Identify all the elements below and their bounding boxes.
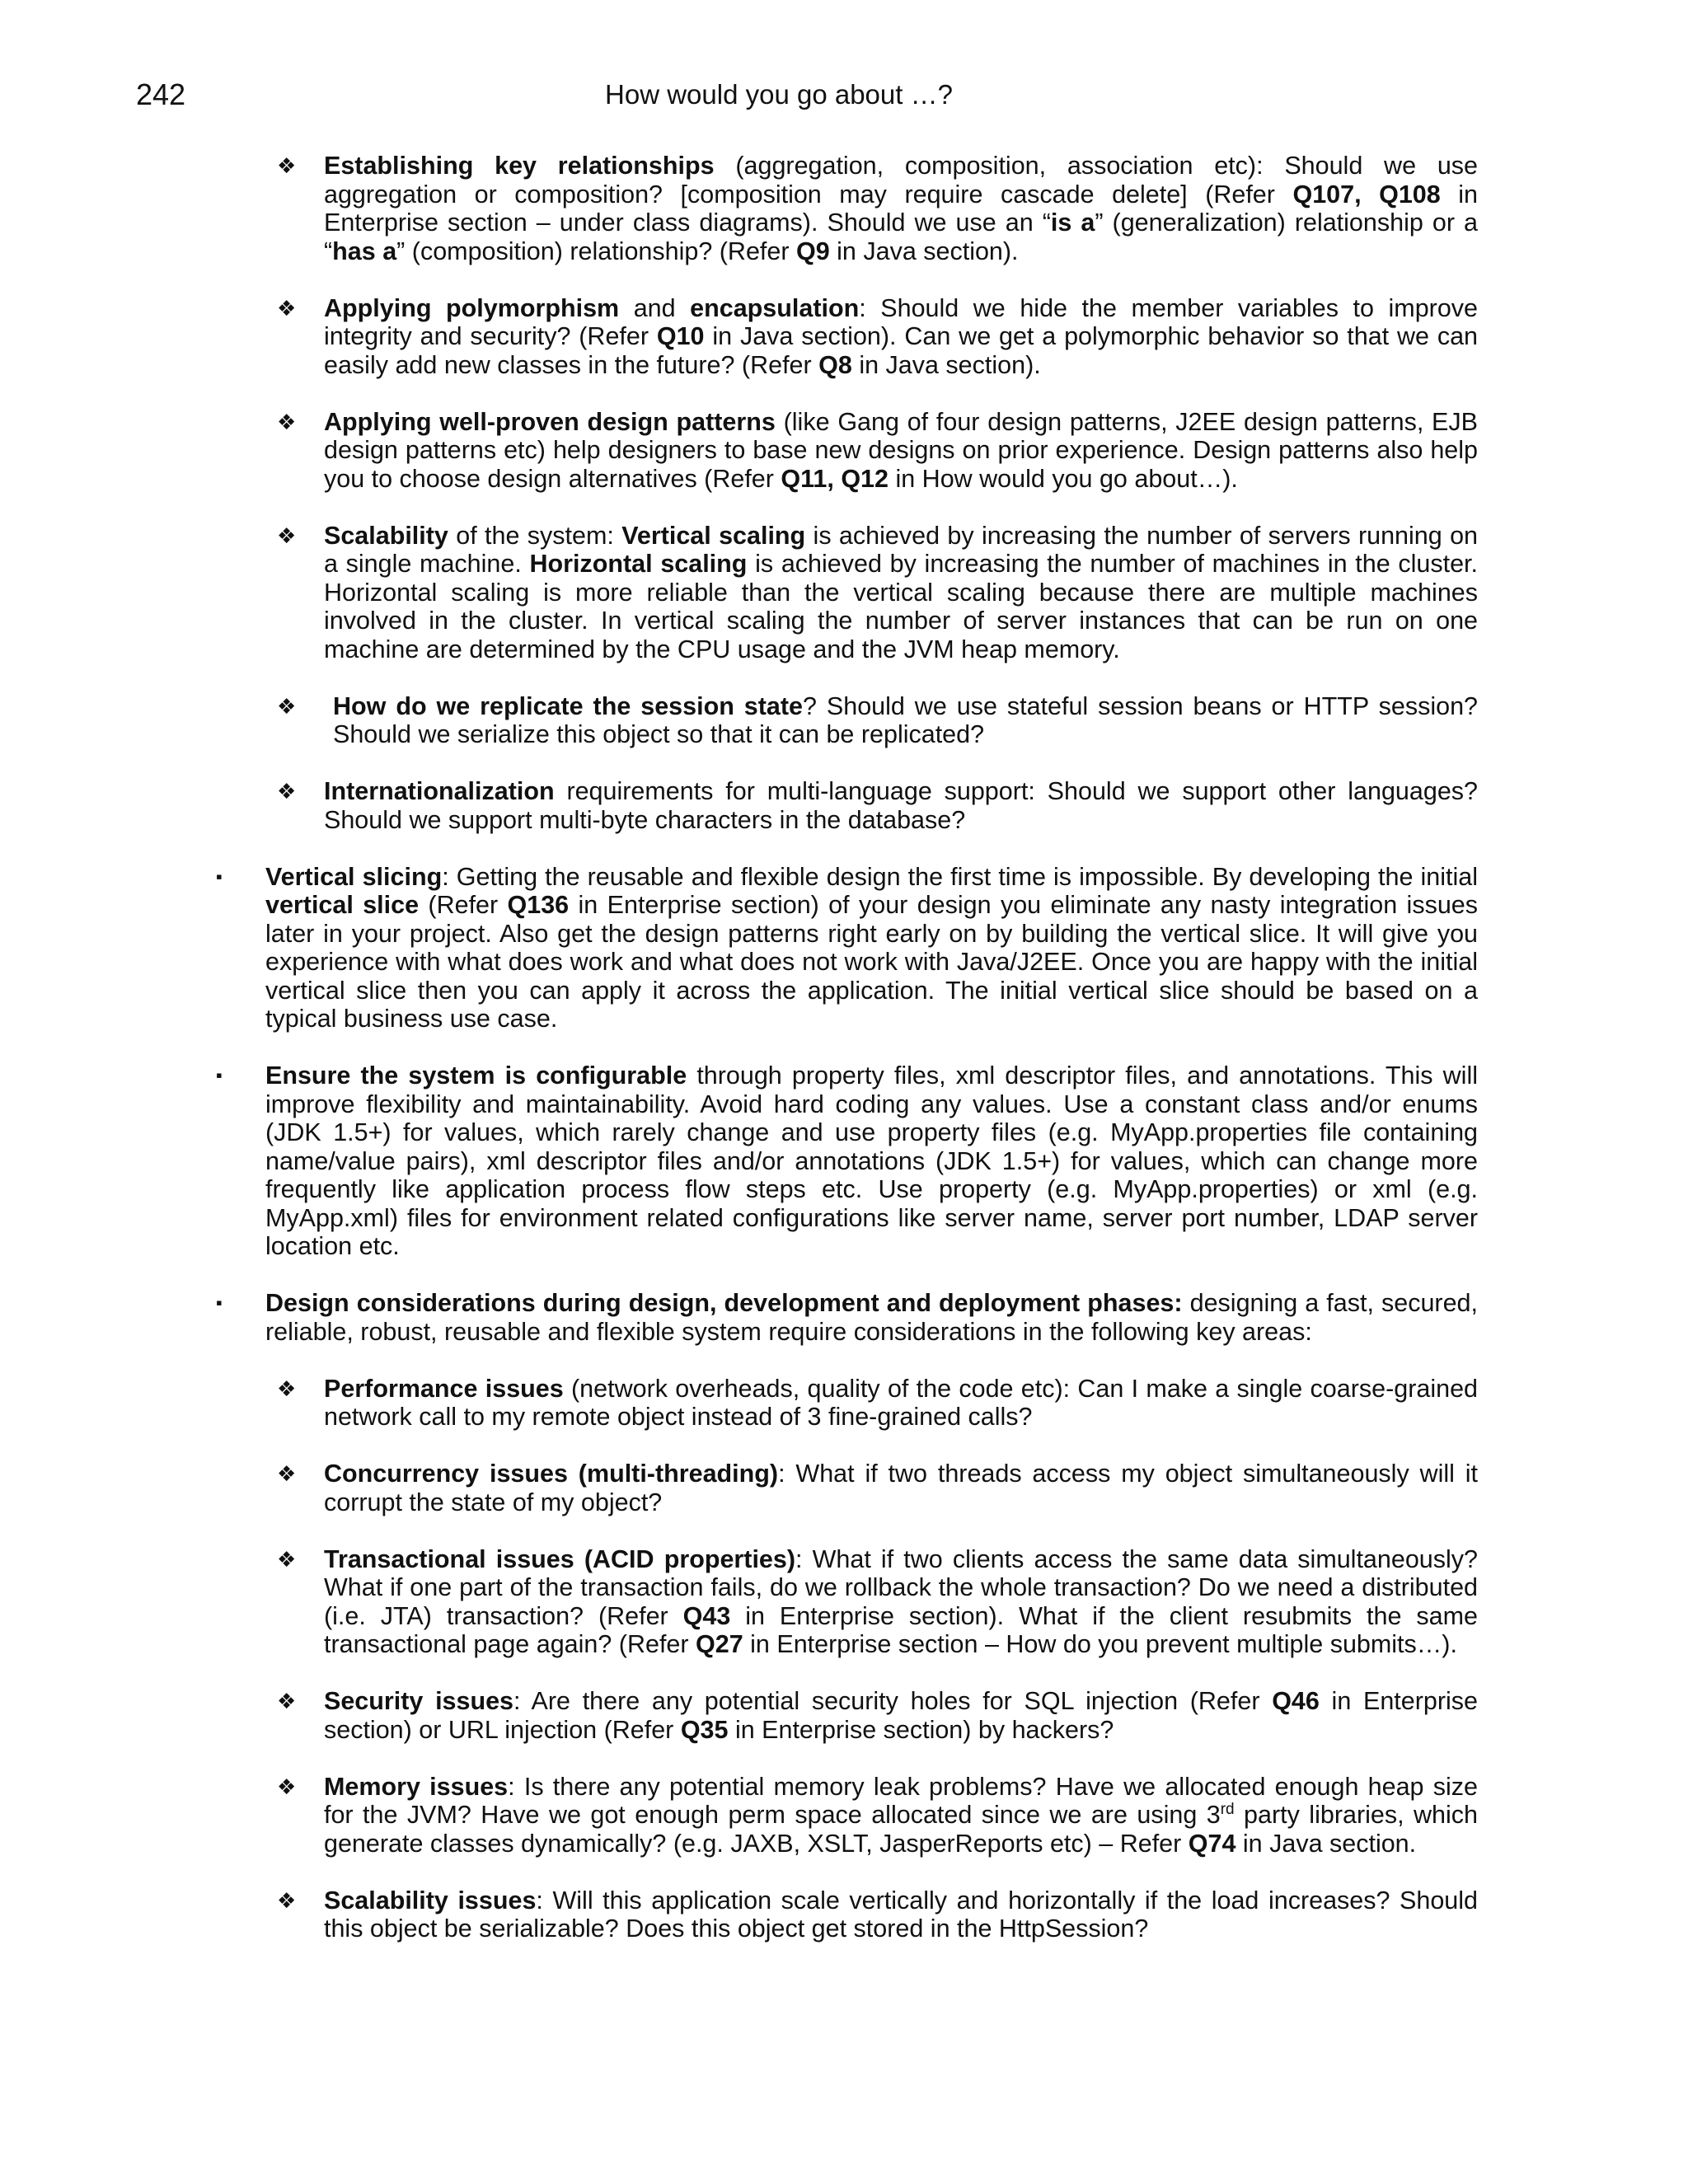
- paragraph-text: : Is there any potential memory leak problems? Have we allocated enough heap size for the JVM? Have we got enough perm space allocated since we are using 3: [324, 1772, 1478, 1829]
- bold-text: Q46: [1272, 1687, 1320, 1715]
- paragraph-text: of the system:: [448, 521, 622, 550]
- sub-bullet-paragraph: [277, 407, 1478, 494]
- bold-text: Memory issues: [324, 1772, 509, 1801]
- paragraph-text: designing a fast, secured, reliable, robust, reusable and flexible system require considerations in the following key areas:: [265, 1289, 1478, 1346]
- paragraph-text: (Refer: [419, 891, 508, 919]
- paragraph-text: : Should we hide the member variables to improve integrity and security? (Refer: [324, 293, 1478, 350]
- square-bullet-icon: ▪: [216, 865, 223, 887]
- bold-text: is a: [1050, 209, 1095, 237]
- bold-text: Scalability: [324, 521, 448, 550]
- paragraph-text: and: [619, 293, 691, 322]
- bold-text: vertical slice: [265, 891, 420, 919]
- paragraph-text: in Java section).: [829, 237, 1019, 265]
- diamond-bullet-icon: ❖: [277, 1376, 297, 1401]
- diamond-bullet-icon: ❖: [277, 693, 297, 719]
- bold-text: Transactional issues (ACID properties): [324, 1544, 795, 1573]
- bold-text: Q10: [656, 322, 705, 350]
- sub-bullet-paragraph: [277, 691, 1478, 749]
- sub-bullet-paragraph: [277, 1460, 1478, 1516]
- paragraph-text: : Will this application scale vertically and horizontally if the load increases? Should this object be serializable? Does this object get stored in the HttpSession?: [324, 1886, 1479, 1943]
- paragraph-text: in Enterprise section). What if the client resubmits the same transactional page again? (Refer: [324, 1601, 1478, 1658]
- paragraph-text: requirements for multi-language support: Should we support other languages? Should we support multi-byte characters in the database?: [324, 777, 1478, 834]
- sub-bullet-paragraph: [277, 1687, 1478, 1744]
- bold-text: Security issues: [324, 1687, 514, 1715]
- paragraph-text: : What if two threads access my object simultaneously will it corrupt the state of my object?: [324, 1460, 1478, 1516]
- bold-text: Establishing key relationships: [324, 152, 715, 180]
- bold-text: encapsulation: [690, 293, 860, 322]
- diamond-bullet-icon: ❖: [277, 523, 297, 548]
- paragraph-text: ? Should we use stateful session beans or HTTP session? Should we serialize this object so that it can be replicated?: [333, 691, 1478, 748]
- bold-text: Scalability issues: [324, 1886, 537, 1915]
- diamond-bullet-icon: ❖: [277, 153, 297, 178]
- paragraph-text: in Java section). Can we get a polymorphic behavior so that we can easily add new classes in the future? (Refer: [324, 322, 1478, 379]
- bold-text: Ensure the system is configurable: [265, 1062, 687, 1090]
- paragraph-text: : Getting the reusable and flexible design the first time is impossible. By developing the initial: [442, 862, 1479, 891]
- square-bullet-icon: ▪: [216, 1292, 223, 1313]
- paragraph-text: : Are there any potential security holes for SQL injection (Refer: [513, 1687, 1273, 1715]
- bold-text: Q74: [1188, 1829, 1236, 1858]
- diamond-bullet-icon: ❖: [277, 1689, 297, 1713]
- sub-bullet-paragraph: [277, 777, 1478, 834]
- paragraph-text: : What if two clients access the same data simultaneously? What if one part of the transaction fails, do we rollback the whole transaction? Do we need a distributed (i.e. JTA) transaction? (Refer: [324, 1544, 1478, 1630]
- bold-text: Concurrency issues (multi-threading): [324, 1460, 779, 1488]
- diamond-bullet-icon: ❖: [277, 295, 297, 321]
- paragraph-text: through property files, xml descriptor files, and annotations. This will improve flexibility and maintainability. Avoid hard coding any values. Use a constant class and/or enums (JDK 1.5+) for values, which rarely change and use property files (e.g. MyApp.properties file containing name/value pairs), xml descriptor files and/or annotations (JDK 1.5+) for values, which can change more frequently like application process flow steps etc. Use property (e.g. MyApp.properties) or xml (e.g. MyApp.xml) files for environment related configurations like server name, server port number, LDAP server location etc.: [265, 1062, 1478, 1260]
- diamond-bullet-icon: ❖: [277, 409, 297, 434]
- diamond-bullet-icon: ❖: [277, 779, 297, 804]
- bold-text: Design considerations during design, development and deployment phases:: [265, 1289, 1183, 1317]
- paragraph-text: ” (generalization) relationship or a “: [324, 209, 1478, 265]
- paragraph-text: in Enterprise section) or URL injection (Refer: [324, 1687, 1478, 1744]
- sub-bullet-paragraph: [277, 293, 1478, 380]
- paragraph-text: (like Gang of four design patterns, J2EE design patterns, EJB design patterns etc) help designers to base new designs on prior experience. Design patterns also help you to choose design alternatives (Refer: [324, 407, 1478, 493]
- paragraph-text: in Enterprise section) of your design you eliminate any nasty integration issues later in your project. Also get the design patterns right early on by building the vertical slice. It will give you experience with what does work and what does not work with Java/J2EE. Once you are happy with the initial vertical slice then you can apply it across the application. The initial vertical slice should be based on a typical business use case.: [265, 891, 1478, 1033]
- paragraph-text: in Enterprise section) by hackers?: [728, 1715, 1114, 1744]
- sub-bullet-paragraph: [277, 1772, 1478, 1858]
- document-body: [0, 152, 1688, 1971]
- diamond-bullet-icon: ❖: [277, 1887, 297, 1913]
- sub-bullet-paragraph: [277, 1374, 1478, 1432]
- diamond-bullet-icon: ❖: [277, 1546, 297, 1572]
- paragraph-text: in Java section).: [851, 350, 1041, 379]
- bold-text: Applying polymorphism: [324, 293, 620, 322]
- superscript-text: rd: [1220, 1800, 1235, 1818]
- bold-text: Q35: [680, 1715, 729, 1744]
- bold-text: Q27: [696, 1630, 743, 1658]
- running-title: How would you go about …?: [605, 79, 953, 110]
- diamond-bullet-icon: ❖: [277, 1774, 297, 1799]
- paragraph-text: (aggregation, composition, association etc): Should we use aggregation or composition? [composition may require cascade delete] (Refer: [324, 152, 1478, 209]
- sub-bullet-paragraph: [277, 521, 1479, 664]
- sub-bullet-paragraph: [277, 1886, 1479, 1943]
- bold-text: Q136: [507, 891, 570, 919]
- bold-text: Q43: [682, 1601, 731, 1630]
- paragraph-text: (network overheads, quality of the code etc): Can I make a single coarse-grained network call to my remote object instead of 3 fine-grained calls?: [324, 1374, 1478, 1431]
- paragraph-text: in Enterprise section – under class diagrams). Should we use an “: [324, 180, 1479, 237]
- bold-text: Q107, Q108: [1292, 180, 1441, 209]
- main-bullet-paragraph: [216, 862, 1479, 1033]
- bold-text: How do we replicate the session state: [333, 691, 803, 720]
- paragraph-text: in How would you go about…).: [888, 464, 1238, 493]
- paragraph-text: party libraries, which generate classes dynamically? (e.g. JAXB, XSLT, JasperReports etc) – Refer: [324, 1801, 1478, 1858]
- bold-text: Vertical slicing: [265, 862, 443, 891]
- square-bullet-icon: ▪: [216, 1065, 223, 1085]
- bold-text: Internationalization: [324, 777, 555, 805]
- paragraph-text: in Enterprise section – How do you prevent multiple submits…).: [743, 1630, 1457, 1658]
- bold-text: Q11, Q12: [781, 464, 889, 493]
- bold-text: has a: [332, 237, 397, 265]
- bold-text: Performance issues: [324, 1374, 564, 1403]
- bold-text: Q9: [795, 237, 830, 265]
- paragraph-text: ” (composition) relationship? (Refer: [396, 237, 796, 265]
- page-number: 242: [136, 77, 186, 111]
- sub-bullet-paragraph: [277, 1544, 1478, 1659]
- bold-text: Vertical scaling: [621, 521, 806, 550]
- paragraph-text: is achieved by increasing the number of servers running on a single machine.: [324, 521, 1479, 578]
- main-bullet-paragraph: [216, 1062, 1478, 1261]
- paragraph-text: in Java section.: [1236, 1829, 1417, 1858]
- paragraph-text: is achieved by increasing the number of machines in the cluster. Horizontal scaling is more reliable than the vertical scaling because there are multiple machines involved in the cluster. In vertical scaling the number of server instances that can be run on one machine are determined by the CPU usage and the JVM heap memory.: [324, 550, 1478, 663]
- bold-text: Applying well-proven design patterns: [324, 407, 776, 436]
- bold-text: Q8: [818, 350, 852, 379]
- bold-text: Horizontal scaling: [529, 550, 748, 578]
- diamond-bullet-icon: ❖: [277, 1461, 297, 1486]
- main-bullet-paragraph: [216, 1289, 1478, 1346]
- sub-bullet-paragraph: [277, 152, 1479, 265]
